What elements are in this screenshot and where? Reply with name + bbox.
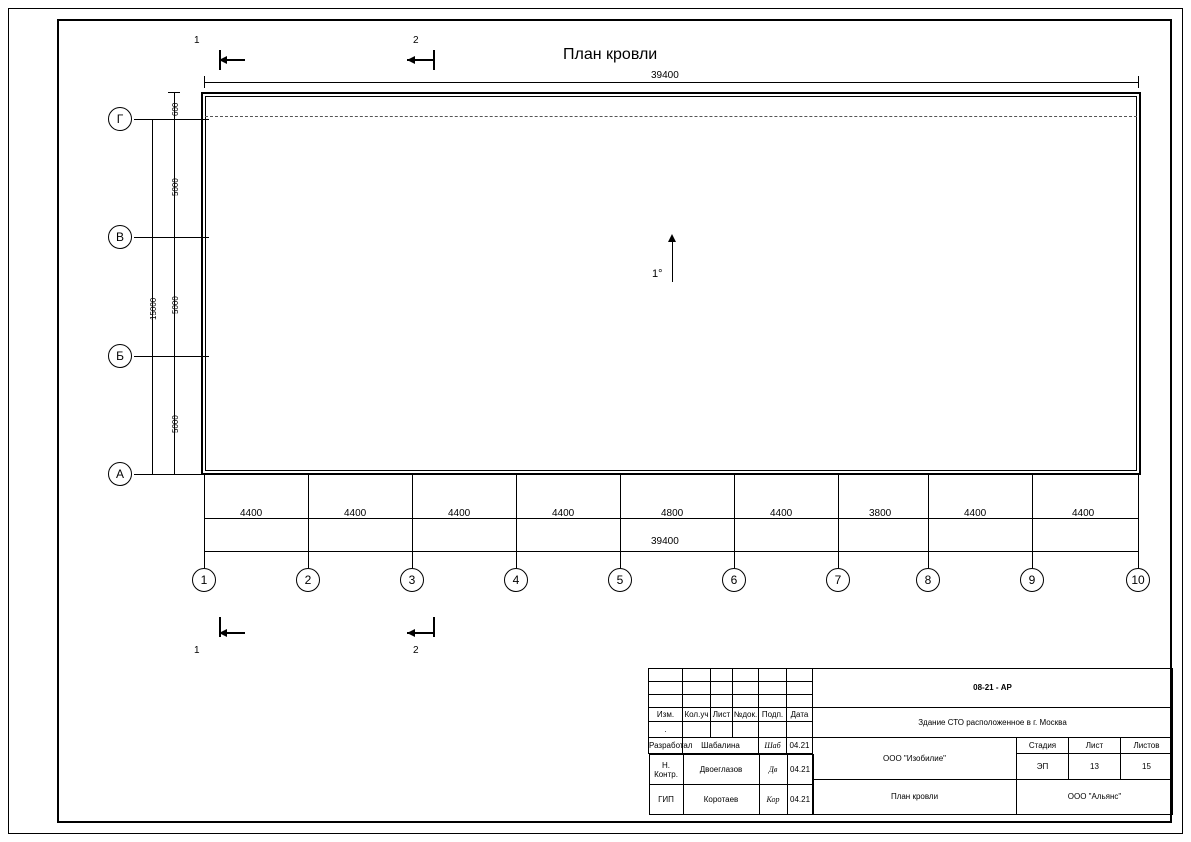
- section-mark-2-top-label: 2: [413, 35, 419, 46]
- stamp-blank-cell: [683, 694, 711, 707]
- dim-tick: [204, 76, 205, 88]
- axis-row-В[interactable]: В: [108, 225, 132, 249]
- section-mark-2-top-line: [433, 50, 435, 70]
- roof-eave-dashed-line: [205, 116, 1137, 117]
- axis-leader: [734, 475, 735, 568]
- stamp-object-name: Здание СТО расположенное в г. Москва: [813, 707, 1173, 737]
- stamp-stage-header: Стадия: [1017, 737, 1069, 753]
- axis-row-А[interactable]: А: [108, 462, 132, 486]
- axis-row-Г[interactable]: Г: [108, 107, 132, 131]
- axis-leader: [134, 474, 209, 475]
- axis-leader: [620, 475, 621, 568]
- stamp-blank-cell: [759, 669, 787, 682]
- axis-row-Б[interactable]: Б: [108, 344, 132, 368]
- stamp-blank-cell: [733, 694, 759, 707]
- stamp-blank-cell: [683, 681, 711, 694]
- stamp-blank-cell: [733, 669, 759, 682]
- stamp-date: 04.21: [787, 755, 813, 785]
- axis-leader: [412, 475, 413, 568]
- top-dimension-line: [204, 82, 1138, 83]
- section-mark-2-bottom-label: 2: [413, 645, 419, 656]
- stamp-blank-cell: [759, 721, 787, 737]
- stamp-customer: ООО "Изобилие": [813, 737, 1017, 779]
- stamp-blank-cell: [711, 694, 733, 707]
- stamp-role: Н. Контр.: [649, 755, 683, 785]
- dim-tick: [1138, 76, 1139, 88]
- axis-leader: [308, 475, 309, 568]
- slope-label: 1°: [652, 268, 663, 280]
- axis-col-5[interactable]: 5: [608, 568, 632, 592]
- axis-leader: [134, 356, 209, 357]
- stamp-role: Разработал: [649, 737, 683, 753]
- section-mark-1-top-label: 1: [194, 35, 200, 46]
- axis-leader: [134, 237, 209, 238]
- stamp-blank-cell: [711, 681, 733, 694]
- stamp-blank-cell: [711, 721, 733, 737]
- stamp-col-header: Подп.: [759, 707, 787, 721]
- slope-arrow-line: [672, 240, 673, 282]
- stamp-col-header: №док.: [733, 707, 759, 721]
- stamp-blank-cell: [649, 694, 683, 707]
- axis-leader: [1032, 475, 1033, 568]
- left-total-dimension-label: 15000: [149, 297, 158, 320]
- section-mark-2-bottom-arrow: [407, 629, 415, 637]
- slope-arrow-head: [668, 234, 676, 242]
- stamp-sheet-name: План кровли: [813, 779, 1017, 814]
- axis-leader: [134, 119, 209, 120]
- bay-dim: 4800: [661, 508, 684, 519]
- bay-dim: 4400: [964, 508, 987, 519]
- stamp-designer: ООО "Альянс": [1017, 779, 1173, 814]
- title-block: [648, 668, 1172, 815]
- stamp-signature: Шаб: [759, 737, 787, 753]
- section-mark-1-bottom-label: 1: [194, 645, 200, 656]
- section-mark-1-bottom-arrow: [219, 629, 227, 637]
- stamp-blank-cell: [759, 681, 787, 694]
- axis-leader: [516, 475, 517, 568]
- stamp-sheets-value: 15: [1121, 754, 1173, 780]
- axis-col-6[interactable]: 6: [722, 568, 746, 592]
- bay-dim: 4400: [240, 508, 263, 519]
- axis-col-7[interactable]: 7: [826, 568, 850, 592]
- stamp-sheet-value: 13: [1069, 754, 1121, 780]
- stamp-blank-cell: .: [649, 721, 683, 737]
- vertical-bay-dim: 5000: [171, 296, 180, 314]
- axis-col-10[interactable]: 10: [1126, 568, 1150, 592]
- stamp-blank-cell: [787, 694, 813, 707]
- stamp-blank-cell: [649, 681, 683, 694]
- stamp-sheets-header: Листов: [1121, 737, 1173, 753]
- page-title: План кровли: [563, 46, 658, 63]
- axis-leader: [204, 475, 205, 568]
- stamp-col-header: Изм.: [649, 707, 683, 721]
- stamp-blank-cell: [787, 681, 813, 694]
- stamp-person-name: Шабалина: [683, 737, 759, 753]
- section-mark-2-top-arrow: [407, 56, 415, 64]
- stamp-date: 04.21: [787, 737, 813, 753]
- stamp-spacer: [649, 754, 813, 815]
- stamp-blank-cell: [787, 721, 813, 737]
- stamp-signature: Дв: [759, 755, 787, 785]
- bay-dim: 4400: [770, 508, 793, 519]
- stamp-blank-cell: [733, 721, 759, 737]
- stamp-blank-cell: [787, 669, 813, 682]
- stamp-role: ГИП: [649, 784, 683, 814]
- axis-col-4[interactable]: 4: [504, 568, 528, 592]
- bay-dim: 4400: [344, 508, 367, 519]
- axis-leader: [838, 475, 839, 568]
- axis-col-2[interactable]: 2: [296, 568, 320, 592]
- stamp-person-name: Коротаев: [683, 784, 759, 814]
- stamp-col-header: Дата: [787, 707, 813, 721]
- stamp-col-header: Лист: [711, 707, 733, 721]
- stamp-code: 08-21 - АР: [813, 669, 1173, 708]
- stamp-blank-cell: [759, 694, 787, 707]
- stamp-signature: Кор: [759, 784, 787, 814]
- bottom-dimension-label: 39400: [651, 536, 679, 547]
- eave-dimension-label: 600: [171, 102, 180, 116]
- vertical-bay-dim: 5000: [171, 415, 180, 433]
- stamp-person-name: Двоеглазов: [683, 755, 759, 785]
- axis-col-3[interactable]: 3: [400, 568, 424, 592]
- stamp-blank-cell: [683, 669, 711, 682]
- bay-dim: 4400: [448, 508, 471, 519]
- stamp-blank-cell: [711, 669, 733, 682]
- axis-col-9[interactable]: 9: [1020, 568, 1044, 592]
- axis-leader: [928, 475, 929, 568]
- stamp-blank-cell: [649, 669, 683, 682]
- stamp-col-header: Кол.уч: [683, 707, 711, 721]
- stamp-sheet-header: Лист: [1069, 737, 1121, 753]
- axis-leader: [1138, 475, 1139, 568]
- bay-dim: 4400: [552, 508, 575, 519]
- stamp-blank-cell: [683, 721, 711, 737]
- dim-tick: [168, 92, 180, 93]
- roof-outline-inner: [205, 96, 1137, 471]
- stamp-blank-cell: [733, 681, 759, 694]
- axis-col-8[interactable]: 8: [916, 568, 940, 592]
- bay-dim: 3800: [869, 508, 892, 519]
- stamp-stage-value: ЭП: [1017, 754, 1069, 780]
- section-mark-2-bottom-line: [433, 617, 435, 637]
- bay-dim: 4400: [1072, 508, 1095, 519]
- axis-col-1[interactable]: 1: [192, 568, 216, 592]
- section-mark-1-top-arrow: [219, 56, 227, 64]
- stamp-date: 04.21: [787, 784, 813, 814]
- bottom-total-dim-line: [204, 551, 1138, 552]
- top-dimension-label: 39400: [651, 70, 679, 81]
- vertical-bay-dim: 5000: [171, 178, 180, 196]
